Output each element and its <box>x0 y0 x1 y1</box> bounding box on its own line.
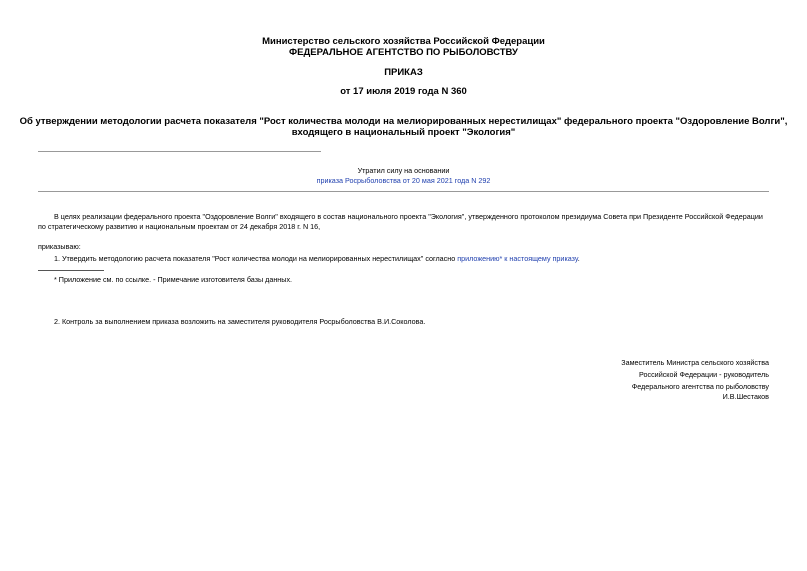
signatory-title-line1: Заместитель Министра сельского хозяйства <box>621 358 769 367</box>
signatory-name: И.В.Шестаков <box>722 392 769 401</box>
status-note: Утратил силу на основании <box>357 166 450 175</box>
agency-name: ФЕДЕРАЛЬНОЕ АГЕНТСТВО ПО РЫБОЛОВСТВУ <box>289 47 518 58</box>
footnote-divider <box>38 270 104 271</box>
status-divider <box>38 191 769 192</box>
order-item-2: 2. Контроль за выполнением приказа возложить на заместителя руководителя Росрыболовства В.И.Соколова. <box>54 317 426 326</box>
title-divider <box>38 151 321 152</box>
preamble-line1: В целях реализации федерального проекта "Оздоровление Волги" входящего в состав национального проекта "Экология", утвержденного протоколом президиума Совета при Президенте Российской Федерации <box>54 212 763 221</box>
signatory-title-line3: Федерального агентства по рыболовству <box>631 382 769 391</box>
preamble-line2: по стратегическому развитию и национальным проектам от 24 декабря 2018 г. N 16, <box>38 222 321 231</box>
status-note-link-row <box>0 176 807 186</box>
document-title-line1: Об утверждении методологии расчета показателя "Рост количества молоди на мелиорированных нерестилищах" федерального проекта "Оздоровление Волги", <box>19 116 788 127</box>
order-item-1-end: . <box>577 254 580 263</box>
appendix-link[interactable]: приложению* к настоящему приказу <box>457 254 578 263</box>
order-item-1 <box>54 254 580 264</box>
ministry-name: Министерство сельского хозяйства Российской Федерации <box>262 36 545 47</box>
document-title-line2: входящего в национальный проект "Экология" <box>291 127 516 138</box>
repeal-order-link[interactable]: приказа Росрыболовства от 20 мая 2021 года N 292 <box>316 176 491 185</box>
signatory-title-line2: Российской Федерации - руководитель <box>639 370 769 379</box>
order-word: приказываю: <box>38 242 81 251</box>
footnote: * Приложение см. по ссылке. - Примечание изготовителя базы данных. <box>54 275 293 284</box>
order-item-1-text: 1. Утвердить методологию расчета показателя "Рост количества молоди на мелиорированных нерестилищах" согласно <box>54 254 458 263</box>
document-type: ПРИКАЗ <box>384 67 423 78</box>
document-date: от 17 июля 2019 года N 360 <box>340 86 467 97</box>
